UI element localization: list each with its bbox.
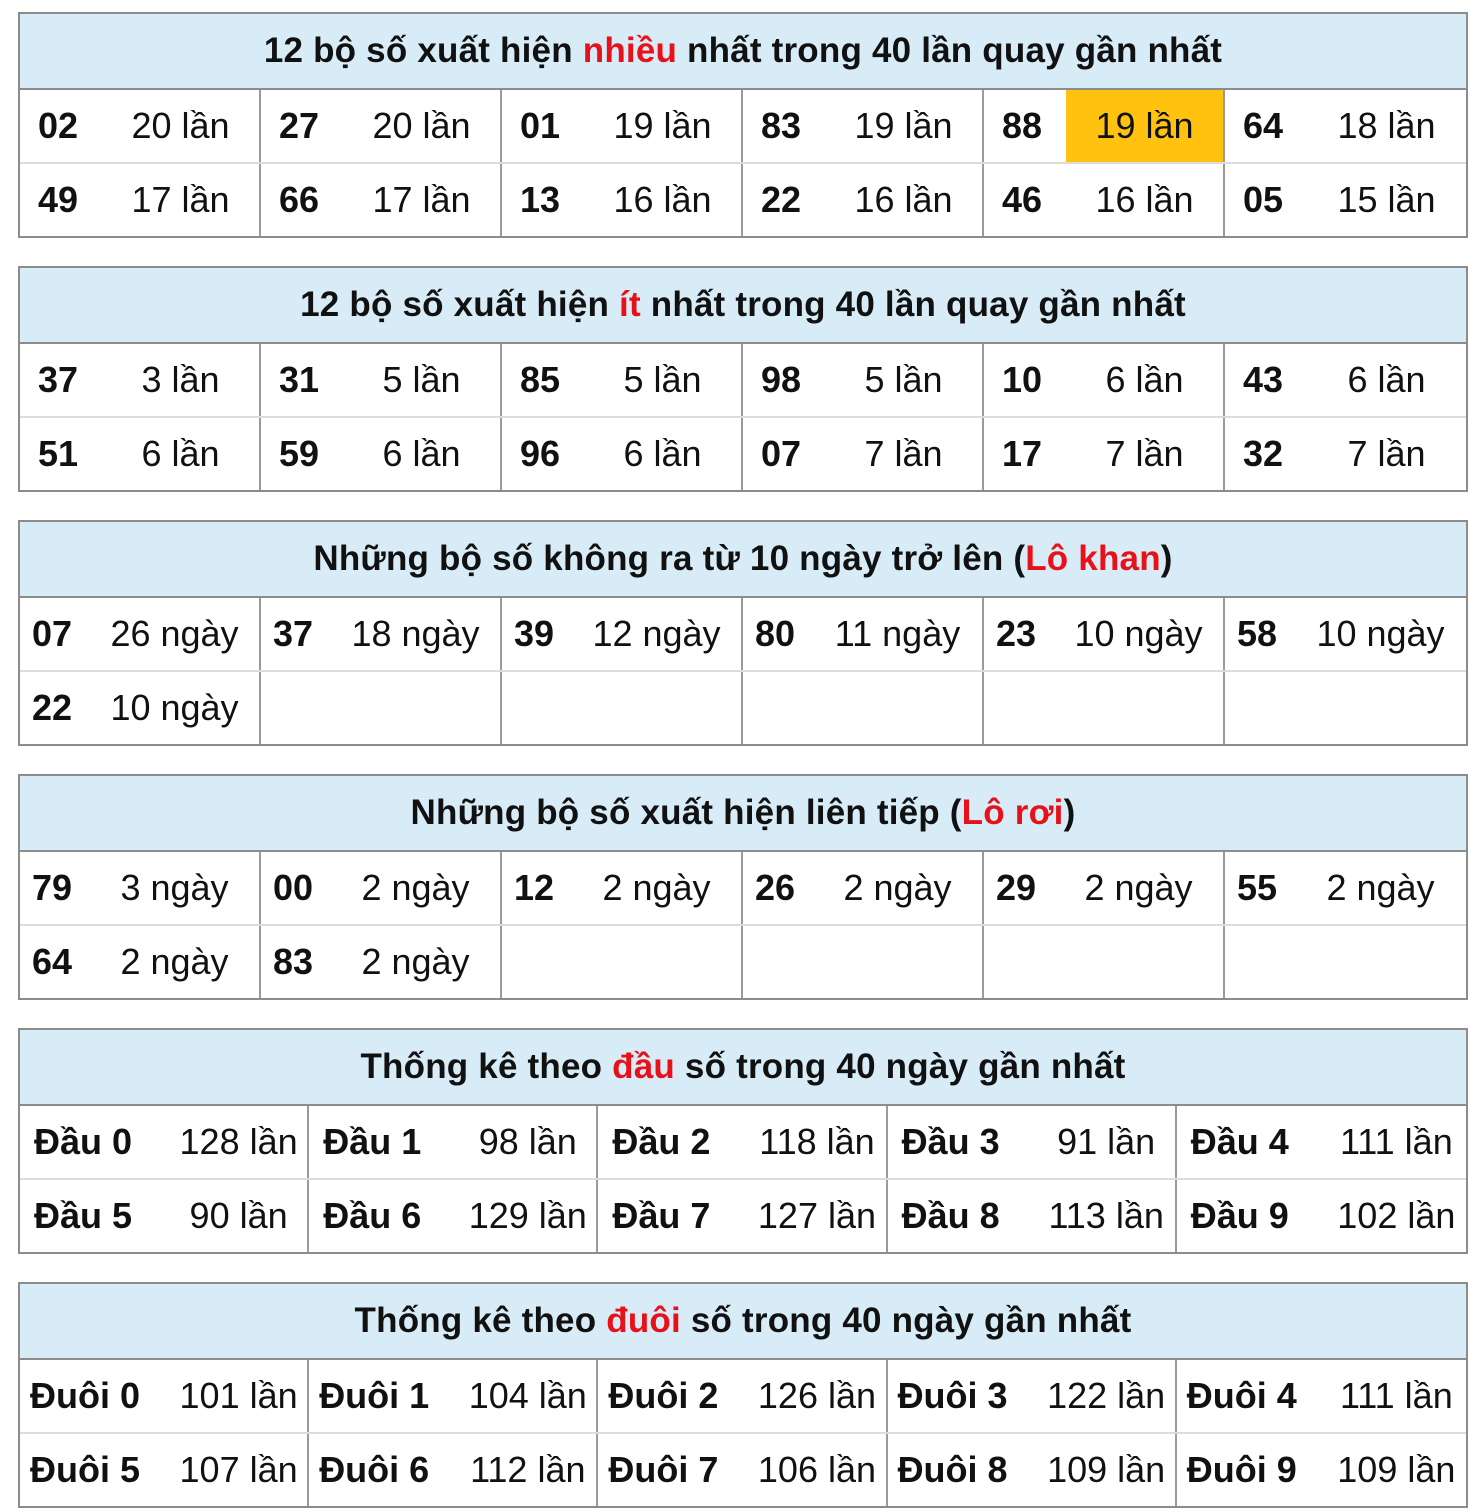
stat-cell: [261, 164, 502, 236]
count: 2 ngày: [1326, 867, 1435, 908]
head-label: Đầu 1: [323, 1121, 422, 1162]
count: 5 lần: [382, 359, 461, 400]
stat-cell: [743, 852, 984, 924]
number: 80: [755, 613, 796, 654]
tail-label: Đuôi 4: [1186, 1375, 1297, 1416]
count: 111 lần: [1339, 1375, 1453, 1416]
number: 00: [273, 867, 314, 908]
number: 37: [273, 613, 314, 654]
number: 83: [273, 941, 314, 982]
stat-cell: [743, 344, 984, 416]
count: [1054, 926, 1223, 998]
stat-cell: [984, 164, 1225, 236]
number: 07: [761, 433, 802, 474]
tail-digit-table: [18, 1282, 1468, 1508]
stat-cell: [984, 598, 1225, 670]
title-prefix: Thống kê theo: [354, 1301, 597, 1340]
count: 18 ngày: [351, 613, 480, 654]
count: [1295, 672, 1466, 744]
title-highlight: Lô rơi: [961, 793, 1064, 832]
number: 55: [1237, 867, 1278, 908]
number: 07: [32, 613, 73, 654]
stat-cell: [1225, 90, 1466, 162]
title-highlight: ít: [619, 285, 641, 324]
count: 7 lần: [1347, 433, 1426, 474]
stat-cell: [888, 1180, 1177, 1252]
count: 6 lần: [1105, 359, 1184, 400]
stat-cell: [598, 1180, 887, 1252]
stat-cell: [888, 1360, 1177, 1432]
count: 2 ngày: [361, 941, 470, 982]
count: 7 lần: [1105, 433, 1184, 474]
stat-cell: [20, 672, 261, 744]
table-row: [20, 852, 1466, 924]
count: 6 lần: [623, 433, 702, 474]
section-title: [20, 776, 1466, 852]
section-title: [20, 1284, 1466, 1360]
count: 15 lần: [1337, 179, 1436, 220]
count: 98 lần: [478, 1121, 577, 1162]
number: 51: [38, 433, 79, 474]
table-row: [20, 162, 1466, 236]
stat-cell: [20, 598, 261, 670]
count: 10 ngày: [1316, 613, 1445, 654]
stat-cell: [20, 1360, 309, 1432]
number: 02: [38, 105, 79, 146]
count: 111 lần: [1339, 1121, 1453, 1162]
stat-cell: [20, 1434, 309, 1506]
stat-cell: [888, 1434, 1177, 1506]
number: 85: [520, 359, 561, 400]
stat-cell: [20, 926, 261, 998]
number: 88: [1002, 105, 1043, 146]
title-prefix: 12 bộ số xuất hiện: [300, 285, 610, 324]
number: 39: [514, 613, 555, 654]
title-highlight: đầu: [612, 1047, 675, 1086]
table-row: [20, 1178, 1466, 1252]
stat-cell: [309, 1360, 598, 1432]
number: 79: [32, 867, 73, 908]
number: 46: [1002, 179, 1043, 220]
head-label: Đầu 9: [1190, 1195, 1289, 1236]
tail-label: Đuôi 3: [897, 1375, 1008, 1416]
title-highlight: đuôi: [606, 1301, 681, 1340]
stat-cell: [261, 90, 502, 162]
count: 16 lần: [854, 179, 953, 220]
head-label: Đầu 7: [612, 1195, 711, 1236]
stat-cell: [502, 852, 743, 924]
stat-cell: [984, 90, 1225, 162]
count: 16 lần: [1095, 179, 1194, 220]
empty-cell: [261, 672, 502, 744]
count: 17 lần: [131, 179, 230, 220]
stat-cell: [502, 164, 743, 236]
stat-cell: [984, 852, 1225, 924]
title-prefix: Thống kê theo: [360, 1047, 603, 1086]
number: 01: [520, 105, 561, 146]
count: [1054, 672, 1223, 744]
number: 43: [1243, 359, 1284, 400]
stat-cell: [743, 418, 984, 490]
count: 2 ngày: [602, 867, 711, 908]
count: 129 lần: [468, 1195, 587, 1236]
stat-cell: [261, 344, 502, 416]
table-row: [20, 90, 1466, 162]
number: 66: [279, 179, 320, 220]
head-label: Đầu 2: [612, 1121, 711, 1162]
count: 126 lần: [757, 1375, 877, 1416]
table-row: [20, 598, 1466, 670]
section-title: [20, 268, 1466, 344]
count: 128 lần: [179, 1121, 298, 1162]
count: 20 lần: [372, 105, 471, 146]
count: 12 ngày: [592, 613, 721, 654]
stat-cell: [743, 164, 984, 236]
tail-label: Đuôi 2: [608, 1375, 719, 1416]
count: 17 lần: [372, 179, 471, 220]
empty-cell: [984, 926, 1225, 998]
count: 19 lần: [613, 105, 712, 146]
head-label: Đầu 4: [1190, 1121, 1289, 1162]
stat-cell: [261, 598, 502, 670]
number: 58: [1237, 613, 1278, 654]
number: 23: [996, 613, 1037, 654]
empty-cell: [1225, 672, 1466, 744]
count: 10 ngày: [1074, 613, 1203, 654]
count: 10 ngày: [110, 687, 239, 728]
stat-cell: [20, 90, 261, 162]
count: 18 lần: [1337, 105, 1436, 146]
stat-cell: [743, 90, 984, 162]
count: [331, 672, 500, 744]
number: 22: [32, 687, 73, 728]
count: 6 lần: [382, 433, 461, 474]
stat-cell: [984, 418, 1225, 490]
stat-cell: [1225, 164, 1466, 236]
number: 49: [38, 179, 79, 220]
tail-label: Đuôi 1: [319, 1375, 430, 1416]
table-row: [20, 344, 1466, 416]
title-prefix: Những bộ số xuất hiện liên tiếp (: [410, 793, 962, 832]
number: 05: [1243, 179, 1284, 220]
number: 83: [761, 105, 802, 146]
number: 64: [32, 941, 73, 982]
number: 17: [1002, 433, 1043, 474]
title-highlight: nhiều: [582, 31, 678, 70]
title-suffix: số trong 40 ngày gần nhất: [684, 1047, 1126, 1086]
stat-cell: [1225, 598, 1466, 670]
count: 16 lần: [613, 179, 712, 220]
stat-cell: [20, 852, 261, 924]
count: 2 ngày: [1084, 867, 1193, 908]
least-frequent-table: [18, 266, 1468, 492]
most-frequent-table: [18, 12, 1468, 238]
table-row: [20, 1360, 1466, 1432]
title-prefix: Những bộ số không ra từ 10 ngày trở lên (: [313, 539, 1026, 578]
head-label: Đầu 5: [34, 1195, 133, 1236]
number: 98: [761, 359, 802, 400]
tail-label: Đuôi 0: [30, 1375, 141, 1416]
empty-cell: [502, 926, 743, 998]
table-row: [20, 1432, 1466, 1506]
title-suffix: số trong 40 ngày gần nhất: [690, 1301, 1132, 1340]
stat-cell: [1177, 1106, 1466, 1178]
stat-cell: [20, 1180, 309, 1252]
stat-cell: [502, 344, 743, 416]
stat-cell: [502, 90, 743, 162]
stat-cell: [888, 1106, 1177, 1178]
stat-cell: [598, 1360, 887, 1432]
stat-cell: [309, 1180, 598, 1252]
count: 6 lần: [1347, 359, 1426, 400]
stat-cell: [261, 852, 502, 924]
tail-label: Đuôi 6: [319, 1449, 430, 1490]
count: 107 lần: [179, 1449, 298, 1490]
stat-cell: [261, 418, 502, 490]
number: 13: [520, 179, 561, 220]
count: 122 lần: [1047, 1375, 1166, 1416]
stat-cell: [261, 926, 502, 998]
stat-cell: [598, 1434, 887, 1506]
stat-cell: [20, 1106, 309, 1178]
empty-cell: [502, 672, 743, 744]
count: 2 ngày: [361, 867, 470, 908]
number: 96: [520, 433, 561, 474]
stat-cell: [309, 1434, 598, 1506]
count: 106 lần: [757, 1449, 877, 1490]
count: 109 lần: [1337, 1449, 1456, 1490]
section-title: [20, 14, 1466, 90]
stat-cell: [1225, 852, 1466, 924]
head-label: Đầu 6: [323, 1195, 422, 1236]
lo-khan-table: [18, 520, 1468, 746]
tail-label: Đuôi 5: [30, 1449, 141, 1490]
count: 109 lần: [1047, 1449, 1166, 1490]
empty-cell: [743, 926, 984, 998]
count: 101 lần: [179, 1375, 298, 1416]
stat-cell: [1177, 1180, 1466, 1252]
count: 91 lần: [1057, 1121, 1156, 1162]
table-row: [20, 924, 1466, 998]
count: 2 ngày: [120, 941, 229, 982]
number: 59: [279, 433, 320, 474]
table-row: [20, 670, 1466, 744]
number: 26: [755, 867, 796, 908]
stat-cell: [743, 598, 984, 670]
count: [572, 672, 741, 744]
tail-label: Đuôi 7: [608, 1449, 719, 1490]
count-highlighted: 19 lần: [1066, 90, 1223, 162]
head-label: Đầu 8: [901, 1195, 1000, 1236]
count: 11 ngày: [834, 613, 961, 654]
empty-cell: [743, 672, 984, 744]
head-label: Đầu 3: [901, 1121, 1000, 1162]
count: 2 ngày: [843, 867, 952, 908]
stat-cell: [1225, 418, 1466, 490]
number: 29: [996, 867, 1037, 908]
table-row: [20, 416, 1466, 490]
title-highlight: Lô khan: [1025, 539, 1161, 578]
stat-cell: [20, 344, 261, 416]
number: 37: [38, 359, 79, 400]
number: 22: [761, 179, 802, 220]
stat-cell: [1177, 1434, 1466, 1506]
number: 31: [279, 359, 320, 400]
count: 104 lần: [468, 1375, 587, 1416]
count: [813, 926, 982, 998]
stat-cell: [1177, 1360, 1466, 1432]
stat-cell: [20, 164, 261, 236]
number: 12: [514, 867, 555, 908]
section-title: [20, 1030, 1466, 1106]
section-title: [20, 522, 1466, 598]
count: 113 lần: [1048, 1195, 1164, 1236]
title-suffix: ): [1160, 539, 1173, 578]
count: 5 lần: [623, 359, 702, 400]
count: 3 ngày: [120, 867, 229, 908]
stat-cell: [598, 1106, 887, 1178]
count: 5 lần: [864, 359, 943, 400]
count: 6 lần: [141, 433, 220, 474]
table-row: [20, 1106, 1466, 1178]
count: [1295, 926, 1466, 998]
stat-cell: [502, 418, 743, 490]
empty-cell: [1225, 926, 1466, 998]
empty-cell: [984, 672, 1225, 744]
stat-cell: [20, 418, 261, 490]
count: 127 lần: [757, 1195, 877, 1236]
count: 118 lần: [759, 1121, 875, 1162]
number: 32: [1243, 433, 1284, 474]
title-prefix: 12 bộ số xuất hiện: [263, 31, 573, 70]
title-suffix: ): [1063, 793, 1076, 832]
lo-roi-table: [18, 774, 1468, 1000]
count: 90 lần: [189, 1195, 288, 1236]
number: 27: [279, 105, 320, 146]
count: [572, 926, 741, 998]
count: 26 ngày: [110, 613, 239, 654]
stat-cell: [984, 344, 1225, 416]
count: 20 lần: [131, 105, 230, 146]
stat-cell: [1225, 344, 1466, 416]
head-digit-table: [18, 1028, 1468, 1254]
tail-label: Đuôi 9: [1186, 1449, 1297, 1490]
title-suffix: nhất trong 40 lần quay gần nhất: [687, 31, 1223, 70]
count: 112 lần: [470, 1449, 586, 1490]
number: 10: [1002, 359, 1043, 400]
title-suffix: nhất trong 40 lần quay gần nhất: [650, 285, 1186, 324]
stat-cell: [502, 598, 743, 670]
count: 3 lần: [141, 359, 220, 400]
head-label: Đầu 0: [34, 1121, 133, 1162]
count: 7 lần: [864, 433, 943, 474]
count: [813, 672, 982, 744]
stat-cell: [309, 1106, 598, 1178]
tail-label: Đuôi 8: [897, 1449, 1008, 1490]
count: 102 lần: [1337, 1195, 1456, 1236]
count: 19 lần: [854, 105, 953, 146]
number: 64: [1243, 105, 1284, 146]
